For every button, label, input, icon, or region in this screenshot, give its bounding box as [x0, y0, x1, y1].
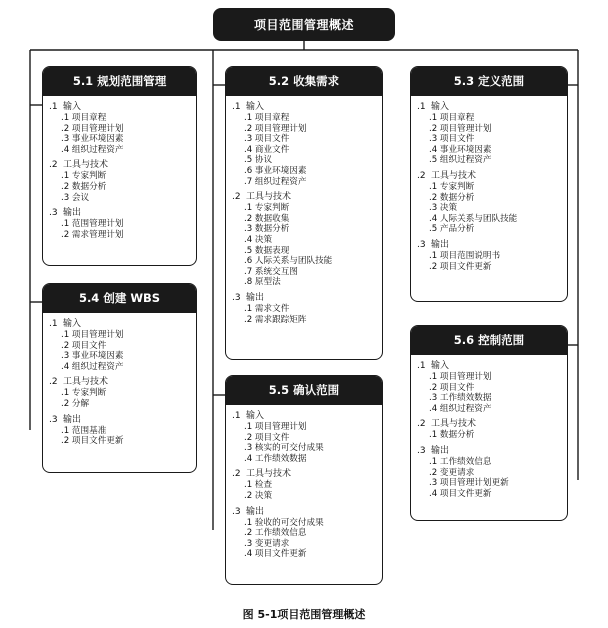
- list-item: .3 项目文件: [244, 134, 290, 145]
- list-item: .1 检查: [244, 480, 273, 491]
- box-body: [43, 96, 196, 249]
- list-item: .1 项目章程: [61, 113, 107, 123]
- list-item: .2 工作绩效信息: [244, 528, 307, 539]
- list-item: .3 决策: [429, 203, 458, 214]
- box-body: [226, 405, 382, 569]
- list-item: .4 工作绩效数据: [244, 453, 307, 464]
- section-heading: [49, 160, 192, 171]
- section-label: 工具与技术: [63, 377, 109, 388]
- section-label: 工具与技术: [246, 469, 292, 480]
- list-item: .5 产品分析: [429, 224, 475, 235]
- section-number: .2: [417, 170, 426, 181]
- list-item: .1 项目管理计划: [61, 330, 124, 340]
- list-item: .4 项目文件更新: [429, 488, 492, 499]
- section-number: .1: [49, 319, 58, 329]
- section-heading: [232, 411, 378, 422]
- list-item: .1 范围管理计划: [61, 219, 124, 230]
- section-label: 输入: [63, 102, 82, 112]
- list-item: .1 专家判断: [61, 388, 107, 399]
- figure-caption: 图 5-1项目范围管理概述: [242, 608, 366, 621]
- section-label: 输入: [246, 411, 265, 421]
- section-number: .3: [49, 414, 58, 425]
- list-item: .1 专家判断: [244, 203, 290, 214]
- list-item: .2 变更请求: [429, 467, 475, 478]
- list-item: .4 决策: [244, 234, 273, 245]
- list-item: .4 组织过程资产: [61, 144, 124, 155]
- section: [417, 102, 563, 166]
- section-heading: [232, 469, 378, 480]
- section-number: .1: [417, 361, 426, 371]
- section-heading: [232, 102, 378, 113]
- section-number: .3: [232, 292, 241, 303]
- process-box-5-3: [410, 66, 568, 302]
- section-heading: [417, 361, 563, 372]
- list-item: .2 项目文件更新: [429, 261, 492, 272]
- section-number: .3: [417, 445, 426, 456]
- list-item: .2 数据分析: [61, 181, 107, 192]
- list-item: .1 专家判断: [429, 181, 475, 192]
- list-item: .1 项目章程: [429, 113, 475, 123]
- list-item: .7 系统交互图: [244, 266, 298, 277]
- section-label: 输出: [63, 208, 82, 219]
- list-item: .2 项目管理计划: [429, 123, 492, 134]
- list-item: .7 组织过程资产: [244, 176, 307, 187]
- box-title: 5.1 规划范围管理: [42, 66, 197, 96]
- list-item: .1 数据分析: [429, 430, 475, 441]
- list-item: .1 专家判断: [61, 171, 107, 182]
- section-label: 输入: [431, 361, 450, 371]
- list-item: .2 数据收集: [244, 213, 290, 224]
- box-title: 5.2 收集需求: [225, 66, 383, 96]
- list-item: .4 人际关系与团队技能: [429, 213, 518, 224]
- section-heading: [232, 507, 378, 518]
- list-item: .5 组织过程资产: [429, 155, 492, 166]
- section-number: .3: [232, 506, 241, 517]
- section: [417, 361, 563, 414]
- section: [417, 446, 563, 499]
- section-heading: [417, 171, 563, 182]
- list-item: .2 项目文件: [61, 340, 107, 351]
- box-body: [226, 96, 382, 334]
- list-item: .3 工作绩效数据: [429, 393, 492, 404]
- list-item: .5 数据表现: [244, 245, 290, 256]
- section-number: .1: [49, 102, 58, 112]
- section-number: .1: [232, 102, 241, 112]
- section: [49, 208, 192, 240]
- list-item: .5 协议: [244, 155, 273, 166]
- section-heading: [49, 415, 192, 426]
- process-box-5-6: [410, 325, 568, 521]
- list-item: .1 项目管理计划: [244, 422, 307, 432]
- box-title: 5.6 控制范围: [410, 325, 568, 355]
- section: [49, 160, 192, 203]
- root-title: 项目范围管理概述: [213, 8, 395, 41]
- list-item: .8 原型法: [244, 277, 281, 288]
- section-label: 输入: [431, 102, 450, 112]
- section-label: 输出: [246, 506, 265, 517]
- section-number: .1: [232, 411, 241, 421]
- section-heading: [49, 102, 192, 113]
- section: [49, 415, 192, 447]
- list-item: .1 项目章程: [244, 113, 290, 123]
- section-number: .1: [417, 102, 426, 112]
- list-item: .3 事业环境因素: [61, 134, 124, 145]
- list-item: .1 范围基准: [61, 425, 107, 436]
- list-item: .3 项目管理计划更新: [429, 478, 509, 489]
- section-label: 工具与技术: [246, 192, 292, 203]
- section: [232, 293, 378, 325]
- box-body: [411, 355, 567, 508]
- section-number: .2: [49, 160, 58, 171]
- list-item: .3 项目文件: [429, 134, 475, 145]
- list-item: .1 项目管理计划: [429, 372, 492, 382]
- section-label: 输出: [431, 445, 450, 456]
- list-item: .4 商业文件: [244, 144, 290, 155]
- list-item: .3 事业环境因素: [61, 351, 124, 362]
- list-item: .3 会议: [61, 192, 90, 203]
- list-item: .1 需求文件: [244, 303, 290, 314]
- section-heading: [417, 240, 563, 251]
- section-label: 输出: [431, 239, 450, 250]
- list-item: .6 人际关系与团队技能: [244, 256, 333, 267]
- section: [232, 192, 378, 288]
- section-label: 工具与技术: [63, 160, 109, 171]
- section-heading: [417, 446, 563, 457]
- section-number: .2: [232, 469, 241, 480]
- section-heading: [232, 192, 378, 203]
- section-number: .3: [49, 208, 58, 219]
- box-title: 5.4 创建 WBS: [42, 283, 197, 313]
- section-number: .2: [232, 192, 241, 203]
- section-heading: [232, 293, 378, 304]
- section-label: 输出: [63, 414, 82, 425]
- list-item: .2 决策: [244, 490, 273, 501]
- section: [232, 102, 378, 187]
- list-item: .2 项目管理计划: [61, 123, 124, 134]
- list-item: .4 组织过程资产: [429, 403, 492, 414]
- section: [232, 469, 378, 501]
- section-number: .3: [417, 239, 426, 250]
- list-item: .2 需求跟踪矩阵: [244, 314, 307, 325]
- list-item: .3 变更请求: [244, 538, 290, 549]
- list-item: .4 项目文件更新: [244, 549, 307, 560]
- section: [49, 319, 192, 372]
- section: [232, 507, 378, 560]
- list-item: .4 事业环境因素: [429, 144, 492, 155]
- box-title: 5.3 定义范围: [410, 66, 568, 96]
- list-item: .1 项目范围说明书: [429, 250, 501, 261]
- section-number: .2: [417, 419, 426, 430]
- list-item: .2 分解: [61, 398, 90, 409]
- section-label: 输入: [246, 102, 265, 112]
- section-heading: [49, 208, 192, 219]
- section-label: 输入: [63, 319, 82, 329]
- section: [417, 240, 563, 272]
- section-heading: [49, 377, 192, 388]
- list-item: .2 需求管理计划: [61, 229, 124, 240]
- section: [417, 171, 563, 235]
- list-item: .2 项目文件更新: [61, 436, 124, 447]
- box-body: [43, 313, 196, 456]
- process-box-5-2: [225, 66, 383, 360]
- section: [232, 411, 378, 464]
- section-label: 工具与技术: [431, 170, 477, 181]
- process-box-5-5: [225, 375, 383, 585]
- box-title: 5.5 确认范围: [225, 375, 383, 405]
- list-item: .2 项目文件: [244, 432, 290, 443]
- section-number: .2: [49, 377, 58, 388]
- section: [417, 419, 563, 441]
- section-label: 工具与技术: [431, 419, 477, 430]
- list-item: .2 项目管理计划: [244, 123, 307, 134]
- list-item: .4 组织过程资产: [61, 361, 124, 372]
- list-item: .1 验收的可交付成果: [244, 517, 324, 528]
- section-heading: [49, 319, 192, 330]
- list-item: .2 项目文件: [429, 382, 475, 393]
- list-item: .2 数据分析: [429, 192, 475, 203]
- section: [49, 102, 192, 155]
- list-item: .6 事业环境因素: [244, 165, 307, 176]
- list-item: .1 工作绩效信息: [429, 456, 492, 467]
- list-item: .3 核实的可交付成果: [244, 443, 324, 454]
- section-heading: [417, 102, 563, 113]
- list-item: .3 数据分析: [244, 224, 290, 235]
- section-heading: [417, 419, 563, 430]
- box-body: [411, 96, 567, 281]
- section: [49, 377, 192, 409]
- process-box-5-4: [42, 283, 197, 473]
- process-box-5-1: [42, 66, 197, 266]
- section-label: 输出: [246, 292, 265, 303]
